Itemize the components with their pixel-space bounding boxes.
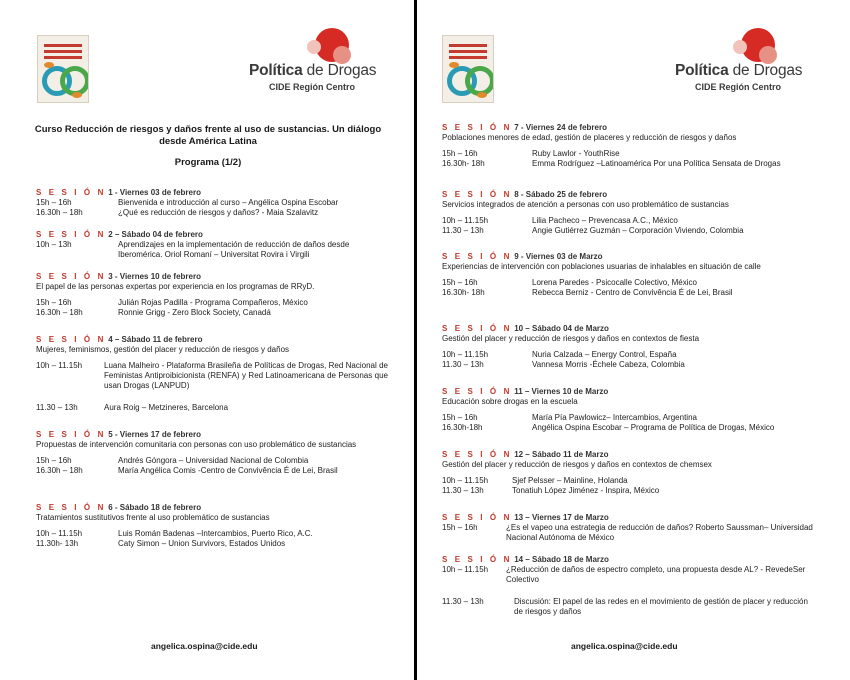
session-row: 11.30 – 13h Vannesa Morris -Échele Cabeza, Colombia [442,360,685,369]
session-row: 15h – 16h Lorena Paredes - Psicocalle Colectivo, México [442,278,697,287]
course-cover-image [442,35,494,103]
session-row: 10h – 11.15h Luana Malheiro - Plataforma Brasileña de Políticas de Drogas, Red Nacional de Feministas Antiproibicionista (RENFA) y Red Latinoamericana de Personas que usan Drogas (LANPUD) [36,361,388,390]
session-3: S E S I Ó N 3 - Viernes 10 de febrero El papel de las personas expertas por experiencia en los programas de RRyD. 15h – 16h Julián Rojas Padilla - Programa Compañeros, México 16.30h – 18h Ronnie Grigg - Zero Block Society, Canadá [36,272,388,318]
session-row: 15h – 16h ¿Es el vapeo una estrategia de reducción de daños? Roberto Saussman– Universidad Nacional Autónoma de México [442,523,813,542]
session-6: S E S I Ó N 6 - Sábado 18 de febrero Tratamientos sustitutivos frente al uso problemático de sustancias 10h – 11.15h Luis Román Badenas –Intercambios, Puerto Rico, A.C. 11.30h- 13h Caty Simon – Union Survivors, Estados Unidos [36,503,388,549]
session-14: S E S I Ó N 14 – Sábado 18 de Marzo 10h – 11.15h ¿Reducción de daños de espectro completo, una propuesta desde AL? - RevedeSer Colectivo 11.30 – 13h Discusión: El papel de las redes en el movimiento de gestión de placer y reducción de riesgos y daños [442,555,814,617]
session-row: 10h – 13h Aprendizajes en la implementación de reducción de daños desde Iberomérica. Oriol Romaní – Universitat Rovira i Virgili [36,240,350,259]
session-row: 15h – 16h Julián Rojas Padilla - Programa Compañeros, México [36,298,308,307]
session-row: 10h – 11.15h ¿Reducción de daños de espectro completo, una propuesta desde AL? - RevedeSer Colectivo [442,565,806,584]
session-row: 16.30h- 18h Emma Rodríguez –Latinoamérica Por una Política Sensata de Drogas [442,159,781,168]
session-row: 11.30h- 13h Caty Simon – Union Survivors, Estados Unidos [36,539,286,548]
session-8: S E S I Ó N 8 - Sábado 25 de febrero Servicios integrados de atención a personas con uso problemático de sustancias 10h – 11.15h Lilia Pacheco – Prevencasa A.C., México 11.30 – 13h Angie Gutiérrez Guzmán – Corporación Viviendo, Colombia [442,190,814,236]
session-12: S E S I Ó N 12 – Sábado 11 de Marzo Gestión del placer y reducción de riesgos y daños en contextos de chemsex 10h – 11.15h Sjef Pelsser – Mainline, Holanda 11.30 – 13h Tonatiuh López Jiménez - Inspira, México [442,450,814,496]
session-row: 11.30 – 13h Aura Roig – Metzineres, Barcelona [36,403,229,412]
session-row: 15h – 16h María Pía Pawlowicz– Intercambios, Argentina [442,413,697,422]
session-9: S E S I Ó N 9 - Viernes 03 de Marzo Experiencias de intervención con poblaciones usuarias de inhalables en situación de calle 15h – 16h Lorena Paredes - Psicocalle Colectivo, México 16.30h- 18h Rebecca Berniz - Centro de Convivência É de Lei, Brasil [442,252,814,298]
session-13: S E S I Ó N 13 – Viernes 17 de Marzo 15h – 16h ¿Es el vapeo una estrategia de reducción de daños? Roberto Saussman– Universidad Nacional Autónoma de México [442,513,813,542]
session-row: 10h – 11.15h Nuria Calzada – Energy Control, España [442,350,677,359]
session-1: S E S I Ó N 1 - Viernes 03 de febrero 15h – 16h Bienvenida e introducción al curso – Angélica Ospina Escobar 16.30h – 18h ¿Qué es reducción de riesgos y daños? - Maia Szalavitz [36,188,388,218]
page-right [417,0,850,680]
course-cover-image [37,35,89,103]
session-row: 10h – 11.15h Sjef Pelsser – Mainline, Holanda [442,476,628,485]
session-5: S E S I Ó N 5 - Viernes 17 de febrero Propuestas de intervención comunitaria con personas con uso problemático de sustancias 15h – 16h Andrés Góngora – Universidad Nacional de Colombia 16.30h – 18h María Angélica Comis -Centro de Convivência É de Lei, Brasil [36,430,388,476]
session-2: S E S I Ó N 2 – Sábado 04 de febrero 10h – 13h Aprendizajes en la implementación de reducción de daños desde Iberomérica. Oriol Romaní – Universitat Rovira i Virgili [36,230,388,260]
politica-de-drogas-logo: Política de Drogas CIDE Región Centro [249,24,379,94]
session-row: 10h – 11.15h Luis Román Badenas –Intercambios, Puerto Rico, A.C. [36,529,313,538]
session-row: 11.30 – 13h Discusión: El papel de las redes en el movimiento de gestión de placer y reducción de riesgos y daños [442,597,808,616]
session-row: 15h – 16h Bienvenida e introducción al curso – Angélica Ospina Escobar [36,198,339,207]
session-row: 16.30h – 18h María Angélica Comis -Centro de Convivência É de Lei, Brasil [36,466,338,475]
session-row: 11.30 – 13h Tonatiuh López Jiménez - Inspira, México [442,486,660,495]
session-row: 11.30 – 13h Angie Gutiérrez Guzmán – Corporación Viviendo, Colombia [442,226,744,235]
session-row: 16.30h – 18h Ronnie Grigg - Zero Block Society, Canadá [36,308,271,317]
session-row: 15h – 16h Ruby Lawlor - YouthRise [442,149,620,158]
session-row: 15h – 16h Andrés Góngora – Universidad Nacional de Colombia [36,456,309,465]
course-title: Curso Reducción de riesgos y daños frente al uso de sustancias. Un diálogo desde América Latina [34,124,382,147]
contact-email[interactable]: angelica.ospina@cide.edu [571,641,678,651]
page-left [0,0,414,680]
session-10: S E S I Ó N 10 – Sábado 04 de Marzo Gestión del placer y reducción de riesgos y daños en contextos de fiesta 10h – 11.15h Nuria Calzada – Energy Control, España 11.30 – 13h Vannesa Morris -Échele Cabeza, Colombia [442,324,814,370]
session-row: 16.30h-18h Angélica Ospina Escobar – Programa de Política de Drogas, México [442,423,775,432]
contact-email[interactable]: angelica.ospina@cide.edu [151,641,258,651]
session-4: S E S I Ó N 4 – Sábado 11 de febrero Mujeres, feminismos, gestión del placer y reducción de riesgos y daños 10h – 11.15h Luana Malheiro - Plataforma Brasileña de Políticas de Drogas, Red Nacional de Feministas Antiproibicionista (RENFA) y Red Latinoamericana de Personas que usan Drogas (LANPUD) 11.30 – 13h Aura Roig – Metzineres, Barcelona [36,335,388,412]
session-7: S E S I Ó N 7 - Viernes 24 de febrero Poblaciones menores de edad, gestión de placeres y reducción de riesgos y daños 15h – 16h Ruby Lawlor - YouthRise 16.30h- 18h Emma Rodríguez –Latinoamérica Por una Política Sensata de Drogas [442,123,814,169]
session-11: S E S I Ó N 11 – Viernes 10 de Marzo Educación sobre drogas en la escuela 15h – 16h María Pía Pawlowicz– Intercambios, Argentina 16.30h-18h Angélica Ospina Escobar – Programa de Política de Drogas, México [442,387,814,433]
program-label: Programa (1/2) [174,157,242,168]
session-row: 10h – 11.15h Lilia Pacheco – Prevencasa A.C., México [442,216,678,225]
politica-de-drogas-logo: Política de Drogas CIDE Región Centro [675,24,805,94]
session-row: 16.30h – 18h ¿Qué es reducción de riesgos y daños? - Maia Szalavitz [36,208,319,217]
session-row: 16.30h- 18h Rebecca Berniz - Centro de Convivência É de Lei, Brasil [442,288,733,297]
